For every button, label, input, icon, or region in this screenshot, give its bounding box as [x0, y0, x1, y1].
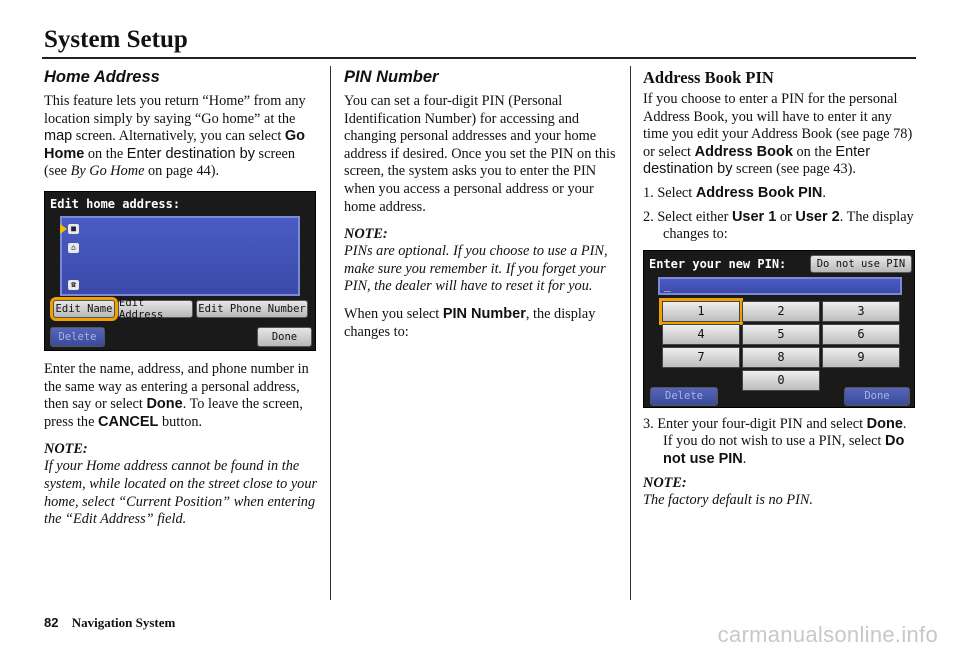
key-8[interactable]: 8 [742, 347, 820, 368]
step-1: 1. Select Address Book PIN. [643, 184, 826, 201]
key-4[interactable]: 4 [662, 324, 740, 345]
home-address-heading: Home Address [44, 68, 160, 86]
address-icon: ⌂ [68, 243, 79, 253]
enter-pin-screen [643, 250, 915, 408]
pin-number-heading: PIN Number [344, 68, 439, 86]
name-icon: ■ [68, 224, 79, 234]
column-divider [330, 66, 331, 600]
do-not-use-pin-button[interactable]: Do not use PIN [810, 255, 912, 273]
edit-home-address-screen [44, 191, 316, 351]
page-footer [44, 615, 175, 631]
pin-number-term: PIN Number [442, 305, 526, 322]
home-address-column [44, 66, 320, 529]
steps-list-continued [643, 416, 919, 469]
steps-list [643, 185, 919, 244]
pin-number-column [344, 66, 618, 341]
key-5[interactable]: 5 [742, 324, 820, 345]
page-reference: By Go Home [70, 163, 145, 180]
address-book-term: Address Book [694, 143, 793, 160]
key-3[interactable]: 3 [822, 301, 900, 322]
note-text: If your Home address cannot be found in the system, while located on the street close to your home, select “Current Position” when entering the “Edit Address” field. [44, 458, 318, 528]
step-2: 2. Select either User 1 or User 2. The display changes to: [643, 208, 914, 243]
note-text: PINs are optional. If you choose to use a PIN, make sure you remember it. If you forget your PIN, the dealer will have to reset it for you. [344, 243, 608, 295]
page-number: 82 [44, 615, 59, 630]
note-label: NOTE: [643, 474, 687, 491]
cancel-term: CANCEL [98, 413, 159, 430]
edit-name-button[interactable]: Edit Name [53, 300, 115, 318]
enter-destination-term: Enter destination by [643, 143, 871, 178]
key-9[interactable]: 9 [822, 347, 900, 368]
done-button[interactable]: Done [257, 327, 312, 347]
address-book-pin-column [643, 66, 919, 509]
edit-address-button[interactable]: Edit Address [118, 300, 193, 318]
pin-number-instructions: When you select PIN Number, the display changes to: [344, 305, 596, 340]
key-7[interactable]: 7 [662, 347, 740, 368]
delete-button[interactable]: Delete [650, 387, 718, 406]
screen-title: Edit home address: [50, 196, 181, 211]
phone-icon: ☎ [68, 280, 79, 290]
map-term: map [44, 128, 73, 145]
key-0[interactable]: 0 [742, 370, 820, 391]
home-address-instructions: Enter the name, address, and phone number in the same way as entering a personal address, then say or select Done. To leave the screen, press the CANCEL button. [44, 360, 309, 430]
go-home-term: Go Home [44, 128, 306, 162]
key-1[interactable]: 1 [662, 301, 740, 322]
key-2[interactable]: 2 [742, 301, 820, 322]
watermark: carmanualsonline.info [717, 622, 938, 647]
pin-number-intro: You can set a four-digit PIN (Personal Identification Number) for accessing and changing personal addresses and your home address if desired. Once you set the PIN on this screen, the system asks you to enter the PIN when you access a personal address or your home address. [344, 93, 616, 215]
address-book-pin-heading: Address Book PIN [643, 68, 774, 87]
footer-label: Navigation System [71, 615, 176, 630]
note-label: NOTE: [44, 441, 88, 458]
home-address-intro: This feature lets you return “Home” from any location simply by saying “Go home” at the map screen. Alternatively, you can select Go Home on the Enter destination by screen (see By Go Home on page 44). [44, 93, 306, 180]
enter-destination-term: Enter destination by [126, 145, 255, 162]
edit-phone-number-button[interactable]: Edit Phone Number [196, 300, 308, 318]
note-label: NOTE: [344, 226, 388, 243]
page-title: System Setup [44, 26, 188, 53]
delete-button[interactable]: Delete [50, 327, 105, 347]
cursor-arrow-icon [60, 224, 67, 234]
address-book-pin-intro: If you choose to enter a PIN for the personal Address Book, you will have to enter it any time you edit your Address Book (see page 78) or select Address Book on the Enter destination by screen (see page 43). [643, 91, 913, 178]
done-button[interactable]: Done [844, 387, 910, 406]
screen-title: Enter your new PIN: [649, 256, 787, 271]
pin-entry-field[interactable]: _ [658, 277, 902, 295]
note-text: The factory default is no PIN. [643, 491, 813, 508]
done-term: Done [146, 396, 183, 413]
title-rule [42, 57, 916, 59]
address-display-box [60, 216, 300, 296]
column-divider [630, 66, 631, 600]
key-6[interactable]: 6 [822, 324, 900, 345]
step-3: 3. Enter your four-digit PIN and select Done. If you do not wish to use a PIN, select Do not use PIN. [643, 415, 907, 467]
